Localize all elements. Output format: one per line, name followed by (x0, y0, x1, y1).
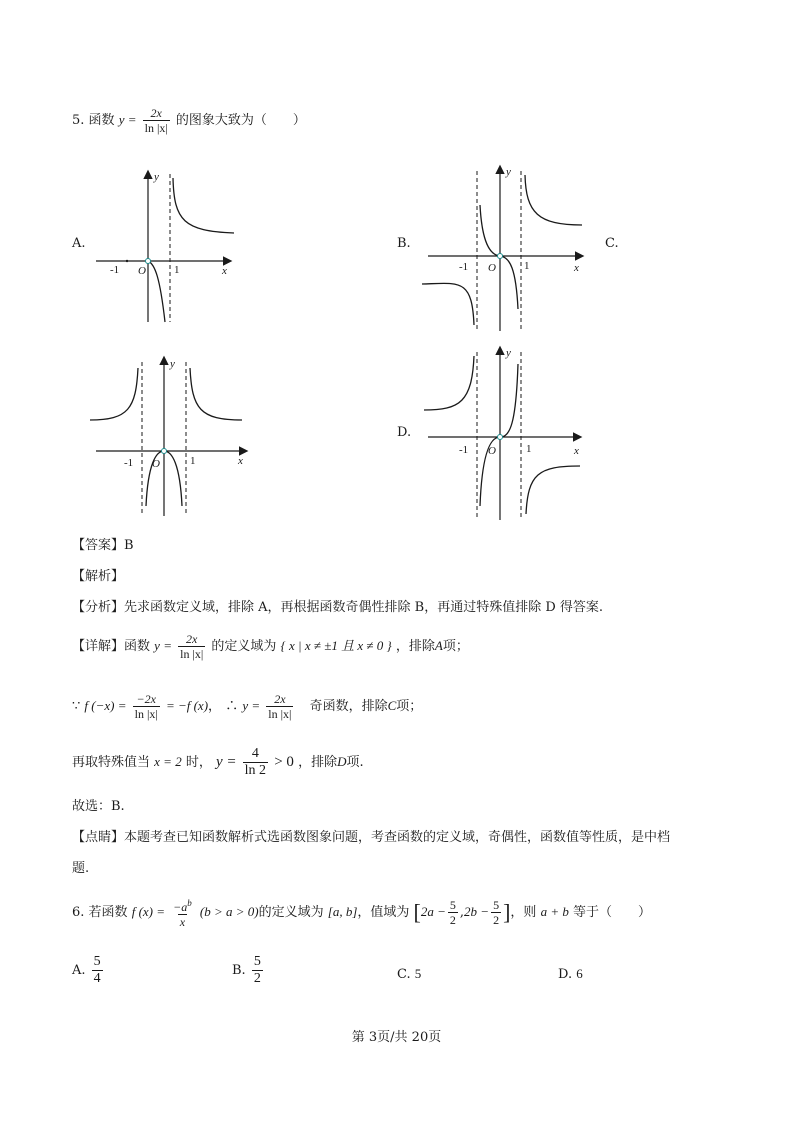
option-value: 6 (576, 966, 583, 981)
text: ，排除 (298, 755, 338, 770)
text: 项； (442, 639, 469, 654)
stem-text-suffix: 的图象大致为（ ） (175, 113, 306, 128)
formula-fraction (133, 692, 160, 721)
curve (90, 368, 138, 420)
text: 时， (185, 755, 212, 770)
fraction-denominator: 2 (493, 913, 500, 927)
range-right-bracket: ] (503, 899, 511, 925)
x-axis-label: x (574, 445, 579, 457)
text: ，值域为 (357, 905, 410, 920)
fraction-numerator: 5 (449, 898, 456, 912)
inequality: > 0 (274, 754, 294, 770)
curve (190, 368, 242, 420)
origin-dot (498, 435, 503, 440)
curve (148, 261, 165, 322)
domain-set: { x | x ≠ ±1 且 x ≠ 0 } (280, 638, 392, 653)
fraction-denominator: ln |x| (144, 121, 168, 135)
fraction-denominator: 2 (449, 913, 456, 927)
fraction-denominator: 2 (253, 971, 261, 986)
tick-label: 1 (526, 443, 532, 455)
page-footer: 第 3页/共 20页 (351, 1030, 442, 1045)
sum-expression: a + b (540, 904, 569, 919)
domain-interval: [a, b] (327, 904, 358, 919)
dianjing-line-2: 题. (72, 861, 90, 876)
fraction-denominator: ln |x| (134, 707, 158, 721)
fraction-numerator (171, 896, 194, 914)
curve (424, 356, 474, 410)
fraction-numerator: 5 (253, 954, 261, 969)
option-fraction (252, 954, 263, 987)
fraction-denominator: ln |x| (180, 647, 204, 661)
odd-function-line (72, 692, 422, 721)
graph-option-a (92, 166, 242, 326)
condition: (b > a > 0) (199, 904, 259, 919)
text: ，排除 (395, 639, 435, 654)
formula-rhs: = −f (x) (165, 698, 209, 713)
numerator-base: −a (173, 900, 188, 914)
x-axis-label: x (238, 455, 243, 467)
curve (422, 283, 474, 325)
option-label: A. (72, 963, 86, 978)
graph-option-b (420, 163, 595, 333)
fraction-numerator: 5 (93, 954, 101, 969)
range-lower: 2a − (420, 904, 446, 919)
dianjing-tag: 【点睛】 (72, 830, 125, 845)
x-axis-label: x (222, 265, 227, 277)
option-letter: A (434, 638, 443, 653)
fenxi-text: 先求函数定义域，排除 A，再根据函数奇偶性排除 B，再通过特殊值排除 D 得答案. (124, 600, 604, 615)
option-c-label: C. (605, 236, 619, 251)
xiangjie-tag: 【详解】 (72, 639, 125, 654)
fraction-numerator: 2x (150, 106, 162, 120)
curve (526, 466, 580, 514)
q6-option-c (397, 966, 421, 982)
q5-stem (72, 106, 306, 135)
origin-dot (498, 254, 503, 259)
tick-label: 1 (190, 455, 196, 467)
special-value-line (72, 746, 364, 779)
stem-text: 函数 (88, 113, 115, 128)
text: 等于（ ） (572, 905, 651, 920)
formula-fraction (491, 898, 501, 927)
tick-dot (126, 260, 128, 262)
tick-label: 1 (524, 260, 530, 272)
xiangjie-line (72, 632, 469, 661)
graph-option-c (90, 354, 260, 519)
tick-label: -1 (459, 444, 469, 456)
formula-lhs: f (x) = (131, 904, 166, 919)
formula-lhs: f (−x) = (84, 698, 127, 713)
text: 项； (396, 699, 423, 714)
tick-label: -1 (459, 261, 469, 273)
formula-fraction (171, 896, 194, 929)
formula-fraction (243, 746, 268, 779)
option-b-label: B. (397, 236, 411, 251)
answer-line (72, 534, 134, 553)
origin-label: O (488, 445, 496, 457)
fraction-numerator: 2x (186, 632, 198, 646)
origin-dot (162, 449, 167, 454)
y-axis-label: y (170, 358, 175, 370)
condition: x = 2 (154, 754, 182, 769)
curve (525, 175, 582, 225)
option-d-label: D. (397, 425, 412, 440)
option-label: D. (558, 967, 573, 982)
question-number: 5. (72, 113, 85, 128)
option-label: B. (232, 963, 246, 978)
text: 奇函数，排除 (309, 699, 388, 714)
origin-label: O (152, 458, 160, 470)
formula-fraction (143, 106, 170, 135)
fraction-denominator: ln 2 (244, 763, 267, 778)
tick-label: 1 (174, 264, 180, 276)
therefore-symbol: ∴ (225, 699, 239, 714)
dianjing-text: 本题考查已知函数解析式选函数图象问题，考查函数的定义域，奇偶性，函数值等性质，是中档 (124, 830, 671, 845)
graph-option-d (420, 344, 595, 522)
separator: , (459, 905, 465, 920)
formula-fraction (266, 692, 293, 721)
tick-label: -1 (110, 264, 120, 276)
origin-label: O (138, 265, 146, 277)
option-label: C. (397, 967, 411, 982)
q6-option-d (558, 966, 583, 982)
origin-label: O (488, 262, 496, 274)
formula-lhs: y = (154, 638, 172, 653)
question-number: 6. (72, 905, 85, 920)
option-letter: C (387, 698, 397, 713)
option-fraction (92, 954, 103, 987)
fraction-denominator: ln |x| (268, 707, 292, 721)
choose-line: 故选：B. (72, 799, 125, 814)
text: 函数 (124, 639, 151, 654)
formula-lhs: y = (118, 112, 137, 127)
answer-value: B (124, 538, 134, 553)
fraction-denominator: 4 (93, 971, 101, 986)
origin-dot (146, 259, 151, 264)
text: 项. (346, 755, 364, 770)
formula-lhs: y = (216, 754, 237, 770)
formula-fraction (178, 632, 205, 661)
analysis-tag: 【解析】 (72, 569, 125, 584)
because-symbol: ∵ (72, 699, 81, 714)
fraction-numerator: 4 (251, 746, 259, 761)
numerator-exponent: b (187, 898, 192, 908)
y-axis-label: y (154, 171, 159, 183)
option-a-label: A. (72, 236, 86, 251)
y-axis-label: y (506, 166, 511, 178)
q6-option-b (232, 954, 265, 987)
curve (173, 178, 234, 233)
q6-stem (72, 896, 651, 929)
q6-option-a (72, 954, 105, 987)
range-upper: 2b − (464, 904, 490, 919)
text: 若函数 (88, 905, 128, 920)
option-letter: D (337, 754, 347, 769)
tick-label: -1 (124, 457, 134, 469)
fraction-numerator: −2x (136, 692, 156, 706)
text: 再取特殊值当 (72, 755, 151, 770)
formula-lhs: y = (242, 698, 261, 713)
text: ，则 (510, 905, 537, 920)
option-value: 5 (414, 966, 422, 981)
text: 的定义域为 (258, 905, 324, 920)
x-axis-label: x (574, 262, 579, 274)
fraction-denominator: x (179, 915, 186, 929)
fraction-numerator: 5 (493, 898, 500, 912)
fenxi-tag: 【分析】 (72, 600, 125, 615)
y-axis-label: y (506, 347, 511, 359)
fraction-numerator: 2x (274, 692, 286, 706)
fenxi-line (72, 596, 603, 615)
text: ， (208, 699, 222, 714)
text: 的定义域为 (211, 639, 277, 654)
dianjing-line (72, 826, 670, 845)
answer-tag: 【答案】 (72, 538, 125, 553)
formula-fraction (448, 898, 458, 927)
range-left-bracket: [ (413, 899, 421, 925)
